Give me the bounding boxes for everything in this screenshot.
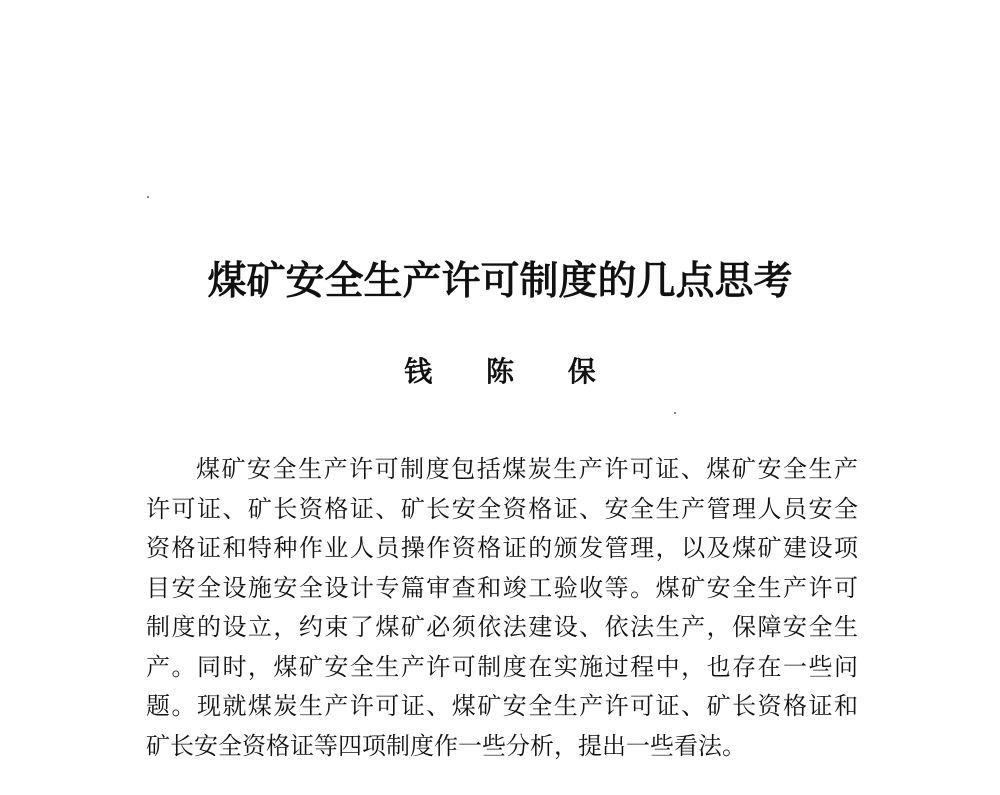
- paragraph-line: 产。同时，煤矿安全生产许可制度在实施过程中，也存在一些问: [146, 652, 858, 681]
- paragraph-line: 制度的设立，约束了煤矿必须依法建设、依法生产，保障安全生: [146, 613, 858, 641]
- paragraph-line: 煤矿安全生产许可制度包括煤炭生产许可证、煤矿安全生产: [196, 455, 858, 483]
- paragraph-line: 目安全设施安全设计专篇审查和竣工验收等。煤矿安全生产许可: [146, 573, 858, 602]
- paragraph-line: 许可证、矿长资格证、矿长安全资格证、安全生产管理人员安全: [146, 494, 858, 523]
- paragraph-line: 资格证和特种作业人员操作资格证的颁发管理，以及煤矿建设项: [146, 534, 858, 562]
- paragraph-line: 矿长安全资格证等四项制度作一些分析，提出一些看法。: [146, 731, 746, 760]
- scan-speck: [674, 412, 676, 414]
- body-paragraph: [146, 450, 858, 766]
- paragraph-line: 题。现就煤炭生产许可证、煤矿安全生产许可证、矿长资格证和: [146, 692, 858, 720]
- article-title: 煤矿安全生产许可制度的几点思考: [207, 259, 793, 304]
- scan-speck: [147, 196, 149, 198]
- author-name: 钱 陈 保: [404, 355, 618, 388]
